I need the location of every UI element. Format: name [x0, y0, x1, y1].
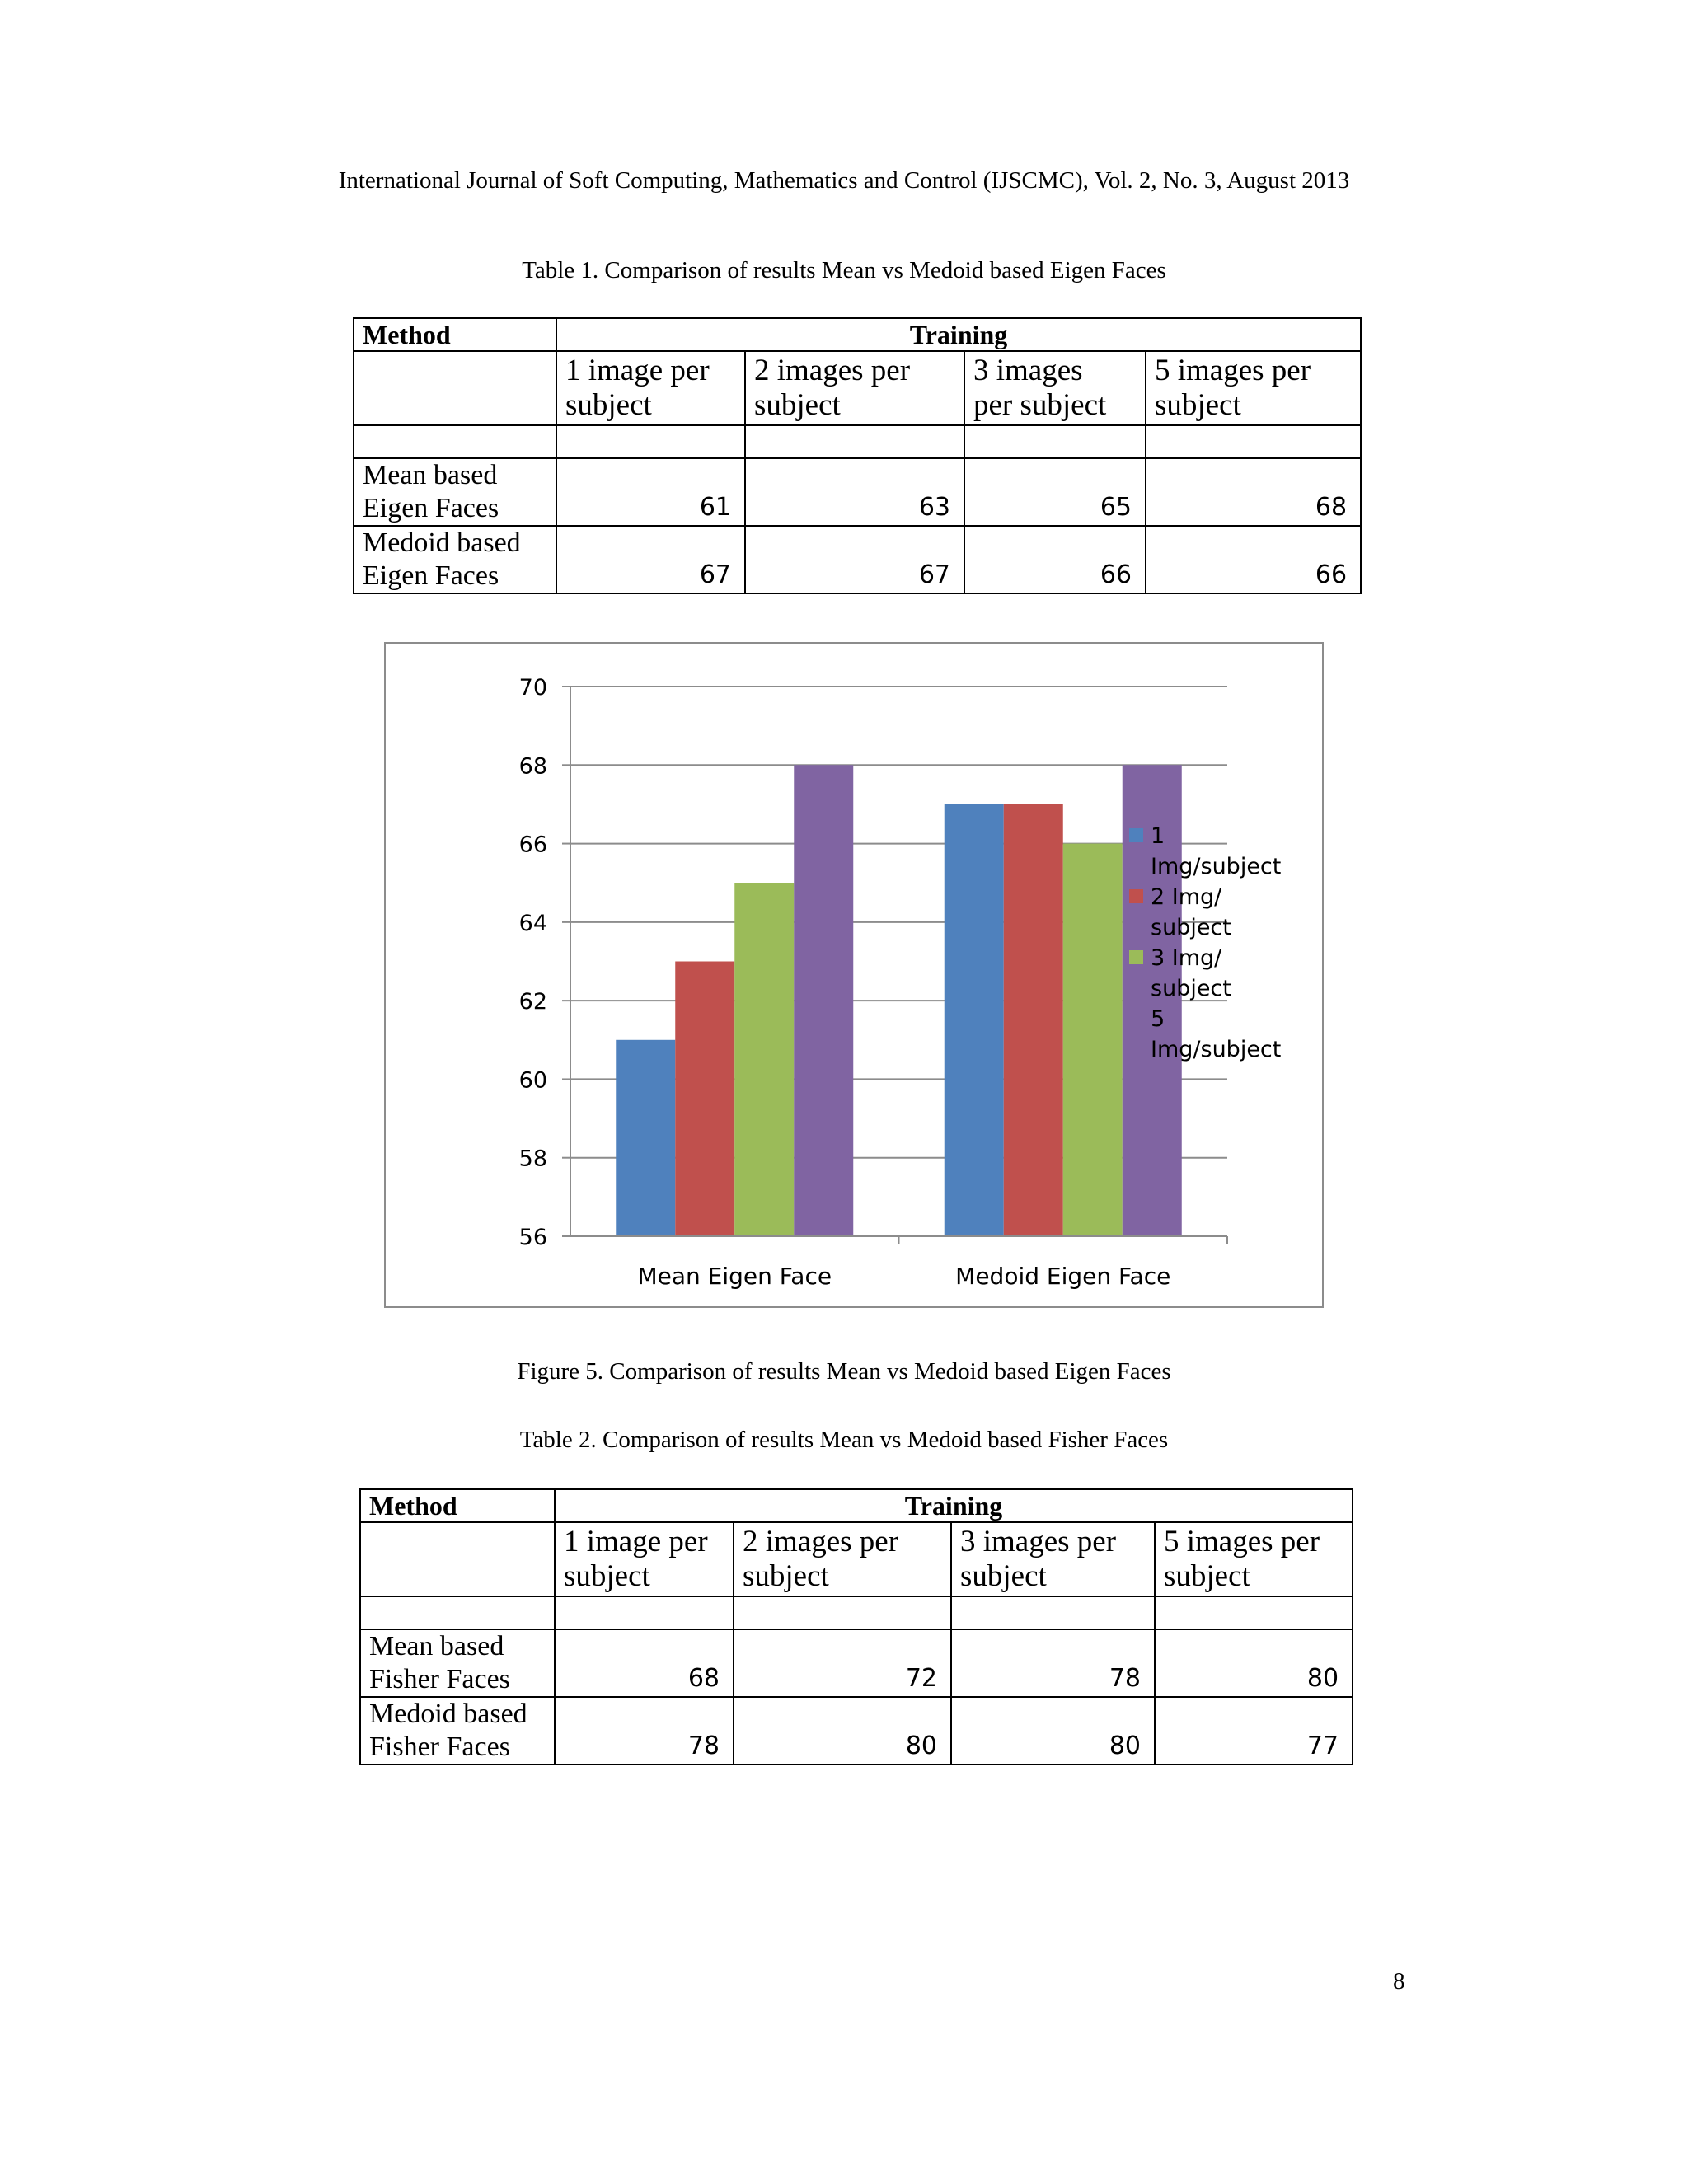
y-tick-label: 56: [518, 1225, 547, 1250]
table-row: [360, 1629, 1353, 1697]
column-header: 3 images per subject: [951, 1522, 1155, 1596]
legend-label: subject: [1151, 976, 1231, 1001]
legend-label: 1: [1151, 823, 1165, 849]
empty-cell: [951, 1596, 1155, 1629]
empty-cell: [354, 425, 556, 458]
x-category-label: Medoid Eigen Face: [955, 1263, 1171, 1290]
bar: [1063, 844, 1123, 1236]
table-row: [360, 1697, 1353, 1765]
table1: [353, 317, 1362, 594]
y-tick-label: 70: [518, 675, 547, 701]
bar: [616, 1040, 675, 1236]
row-label: Mean based Fisher Faces: [360, 1629, 555, 1697]
method-header: Method: [360, 1489, 555, 1522]
y-tick-labels: [519, 675, 547, 1250]
figure5-caption: Figure 5. Comparison of results Mean vs Medoid based Eigen Faces: [517, 1358, 1171, 1385]
legend-label: 2 Img/: [1151, 884, 1222, 910]
table-cell: 63: [745, 458, 964, 526]
table-row: [354, 526, 1361, 593]
bar: [1004, 804, 1063, 1236]
bar: [945, 804, 1004, 1236]
column-header: 5 images per subject: [1146, 351, 1361, 425]
table1-caption: Table 1. Comparison of results Mean vs Medoid based Eigen Faces: [522, 257, 1166, 284]
x-category-labels: [637, 1263, 1170, 1290]
table-cell: 80: [734, 1697, 951, 1765]
empty-cell: [354, 351, 556, 425]
table-cell: 68: [555, 1629, 734, 1697]
y-tick-label: 64: [518, 910, 547, 936]
legend-label: 3 Img/: [1151, 945, 1222, 971]
training-header: Training: [555, 1489, 1353, 1522]
table-cell: 80: [951, 1697, 1155, 1765]
table-cell: 67: [556, 526, 745, 593]
empty-cell: [1155, 1596, 1353, 1629]
legend-swatch: [1129, 950, 1143, 964]
empty-cell: [1146, 425, 1361, 458]
empty-cell: [745, 425, 964, 458]
column-header: 1 image per subject: [556, 351, 745, 425]
row-label: Medoid based Fisher Faces: [360, 1697, 555, 1765]
table-cell: 65: [964, 458, 1146, 526]
y-tick-label: 60: [518, 1067, 547, 1094]
empty-cell: [555, 1596, 734, 1629]
legend-label: Img/subject: [1151, 854, 1282, 879]
running-header: International Journal of Soft Computing, Mathematics and Control (IJSCMC), Vol. 2, No. 3, August 2013: [338, 167, 1350, 194]
y-tick-label: 66: [518, 832, 547, 858]
page-number: 8: [1393, 1968, 1405, 1994]
bar: [675, 962, 734, 1237]
column-header: 5 images per subject: [1155, 1522, 1353, 1596]
chart-frame: [384, 642, 1324, 1308]
empty-cell: [360, 1522, 555, 1596]
legend-swatch: [1129, 828, 1143, 842]
legend-swatch: [1129, 889, 1143, 903]
table-cell: 77: [1155, 1697, 1353, 1765]
empty-cell: [734, 1596, 951, 1629]
table-cell: 78: [951, 1629, 1155, 1697]
legend-label: subject: [1151, 915, 1231, 940]
table-cell: 66: [964, 526, 1146, 593]
training-header: Training: [556, 318, 1361, 351]
x-category-label: Mean Eigen Face: [637, 1263, 832, 1290]
legend-label: 5: [1151, 1006, 1165, 1032]
legend-swatch: [1129, 1011, 1143, 1025]
empty-cell: [360, 1596, 555, 1629]
table-cell: 80: [1155, 1629, 1353, 1697]
empty-cell: [964, 425, 1146, 458]
bar: [794, 765, 853, 1236]
row-label: Mean based Eigen Faces: [354, 458, 556, 526]
bar: [734, 883, 794, 1236]
column-header: 3 images per subject: [964, 351, 1146, 425]
column-header: 2 images per subject: [734, 1522, 951, 1596]
y-tick-label: 58: [518, 1146, 547, 1172]
empty-cell: [556, 425, 745, 458]
table2-caption: Table 2. Comparison of results Mean vs Medoid based Fisher Faces: [519, 1427, 1169, 1453]
column-header: 1 image per subject: [555, 1522, 734, 1596]
row-label: Medoid based Eigen Faces: [354, 526, 556, 593]
y-tick-label: 68: [518, 753, 547, 780]
bar-chart: [386, 644, 1322, 1306]
table-cell: 66: [1146, 526, 1361, 593]
table-cell: 67: [745, 526, 964, 593]
table-cell: 61: [556, 458, 745, 526]
table-cell: 78: [555, 1697, 734, 1765]
table-row: [354, 458, 1361, 526]
legend-label: Img/subject: [1151, 1037, 1282, 1062]
y-tick-label: 62: [518, 989, 547, 1015]
table-cell: 72: [734, 1629, 951, 1697]
method-header: Method: [354, 318, 556, 351]
column-header: 2 images per subject: [745, 351, 964, 425]
table2: [359, 1488, 1353, 1765]
table-cell: 68: [1146, 458, 1361, 526]
